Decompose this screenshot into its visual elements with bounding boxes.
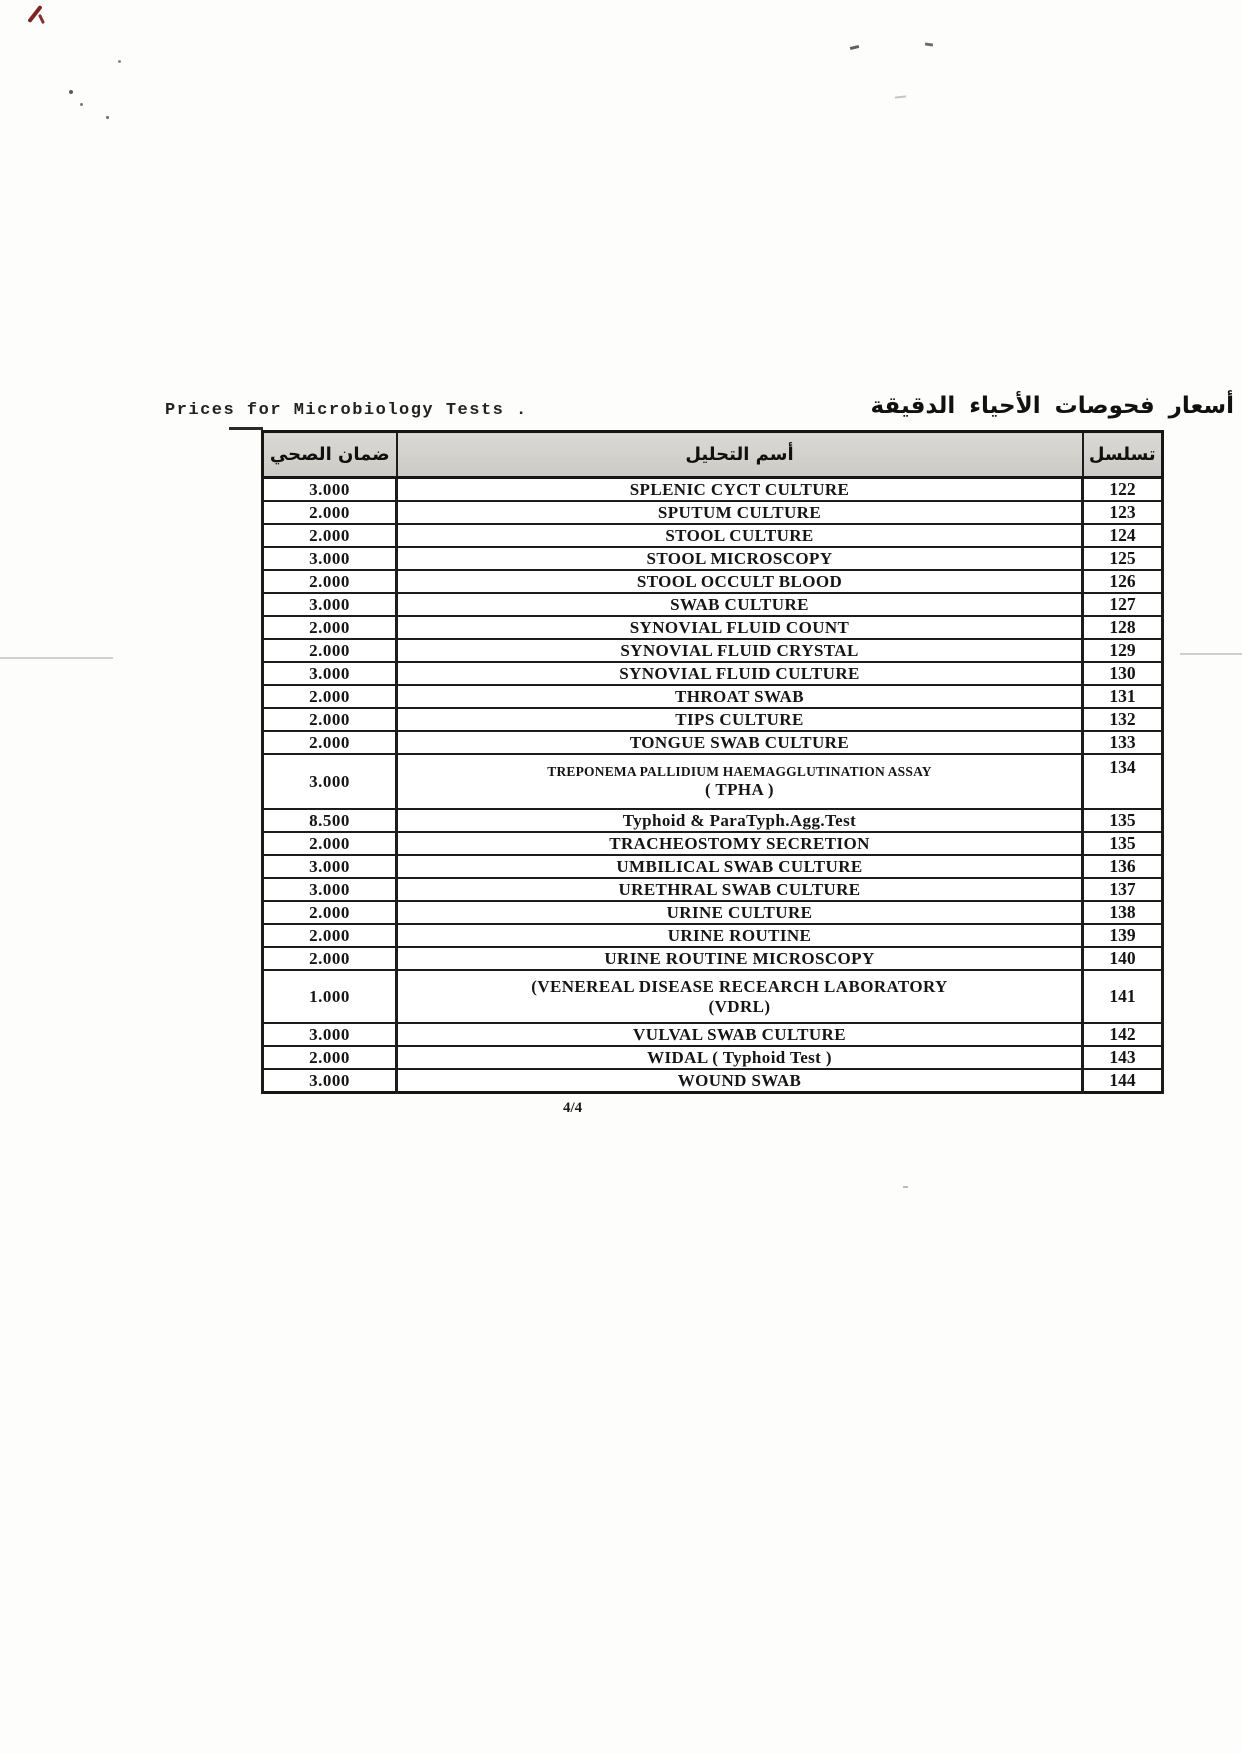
test-name-cell: [397, 478, 1083, 502]
scan-edge-line: [0, 657, 113, 659]
test-name-cell: [397, 685, 1083, 708]
scan-speck: [925, 42, 933, 46]
test-name-cell: [397, 855, 1083, 878]
test-name-cell: [397, 878, 1083, 901]
serial-cell: 124: [1083, 524, 1163, 547]
test-name-cell: [397, 809, 1083, 832]
test-name-line1: SYNOVIAL FLUID CULTURE: [619, 663, 860, 683]
test-name-line1: WIDAL ( Typhoid Test ): [647, 1047, 832, 1067]
price-cell: 8.500: [263, 809, 397, 832]
test-name-cell: [397, 501, 1083, 524]
serial-cell: 135: [1083, 809, 1163, 832]
price-cell: 2.000: [263, 501, 397, 524]
test-name-line1: UMBILICAL SWAB CULTURE: [616, 856, 863, 876]
scan-speck: [106, 116, 109, 119]
test-name-cell: [397, 593, 1083, 616]
test-name-cell: [397, 731, 1083, 754]
test-name-cell: [397, 708, 1083, 731]
scan-speck: [69, 90, 73, 94]
table-row: [263, 685, 1163, 708]
table-row: [263, 832, 1163, 855]
price-table-container: [261, 430, 1164, 1094]
page-number: 4/4: [563, 1100, 583, 1116]
price-cell: 3.000: [263, 662, 397, 685]
table-row: [263, 754, 1163, 809]
test-name-line2: ( TPHA ): [704, 779, 774, 799]
test-name-cell: [397, 1069, 1083, 1093]
table-row: [263, 731, 1163, 754]
table-row: [263, 708, 1163, 731]
price-cell: 3.000: [263, 547, 397, 570]
test-name-cell: [397, 1046, 1083, 1069]
serial-cell: 130: [1083, 662, 1163, 685]
price-cell: 2.000: [263, 1046, 397, 1069]
table-row: [263, 855, 1163, 878]
price-cell: 2.000: [263, 685, 397, 708]
serial-cell: 127: [1083, 593, 1163, 616]
test-name-line1: URETHRAL SWAB CULTURE: [618, 879, 861, 899]
serial-cell: 142: [1083, 1023, 1163, 1046]
scan-border-stub: [229, 427, 263, 430]
serial-cell: 134: [1083, 754, 1163, 809]
serial-cell: 135: [1083, 832, 1163, 855]
test-name-line1: URINE ROUTINE MICROSCOPY: [604, 948, 875, 968]
test-name-line1: TREPONEMA PALLIDIUM HAEMAGGLUTINATION ASSAY: [547, 764, 932, 780]
scan-speck: [903, 1186, 908, 1188]
serial-cell: 141: [1083, 970, 1163, 1023]
serial-cell: 125: [1083, 547, 1163, 570]
test-name-line1: WOUND SWAB: [677, 1070, 802, 1090]
price-cell: 2.000: [263, 947, 397, 970]
table-row: [263, 547, 1163, 570]
table-body: [263, 478, 1163, 1093]
test-name-line1: TRACHEOSTOMY SECRETION: [609, 833, 870, 853]
col-header-price-arabic: ضمان الصحي: [263, 432, 397, 478]
test-name-line1: STOOL CULTURE: [665, 525, 814, 545]
price-cell: 3.000: [263, 478, 397, 502]
price-cell: 3.000: [263, 878, 397, 901]
test-name-line1: SPUTUM CULTURE: [657, 502, 822, 522]
serial-cell: 131: [1083, 685, 1163, 708]
document-title-english: Prices for Microbiology Tests .: [165, 401, 528, 420]
test-name-cell: [397, 616, 1083, 639]
col-header-serial-arabic: تسلسل: [1083, 432, 1163, 478]
test-name-line1: Typhoid & ParaTyph.Agg.Test: [622, 810, 857, 830]
test-name-cell: [397, 832, 1083, 855]
price-cell: 2.000: [263, 570, 397, 593]
price-cell: 2.000: [263, 616, 397, 639]
test-name-cell: [397, 924, 1083, 947]
test-name-line2: (VDRL): [708, 996, 771, 1016]
table-header: [263, 432, 1163, 478]
microbiology-price-table: [261, 430, 1164, 1094]
serial-cell: 138: [1083, 901, 1163, 924]
test-name-cell: [397, 1023, 1083, 1046]
test-name-line1: TIPS CULTURE: [675, 709, 804, 729]
test-name-line1: SYNOVIAL FLUID COUNT: [629, 617, 850, 637]
serial-cell: 137: [1083, 878, 1163, 901]
serial-cell: 132: [1083, 708, 1163, 731]
price-cell: 3.000: [263, 593, 397, 616]
table-row: [263, 809, 1163, 832]
serial-cell: 136: [1083, 855, 1163, 878]
test-name-line1: URINE CULTURE: [666, 902, 813, 922]
price-cell: 3.000: [263, 754, 397, 809]
serial-cell: 126: [1083, 570, 1163, 593]
test-name-cell: [397, 524, 1083, 547]
serial-cell: 140: [1083, 947, 1163, 970]
price-cell: 2.000: [263, 524, 397, 547]
table-row: [263, 970, 1163, 1023]
test-name-cell: [397, 570, 1083, 593]
scan-edge-line: [1180, 653, 1242, 655]
test-name-cell: [397, 662, 1083, 685]
table-row: [263, 616, 1163, 639]
scan-speck: [80, 103, 83, 106]
price-cell: 2.000: [263, 708, 397, 731]
table-row: [263, 639, 1163, 662]
serial-cell: 122: [1083, 478, 1163, 502]
test-name-line1: (VENEREAL DISEASE RECEARCH LABORATORY: [531, 977, 948, 997]
serial-cell: 143: [1083, 1046, 1163, 1069]
table-row: [263, 1069, 1163, 1093]
table-row: [263, 878, 1163, 901]
price-cell: 2.000: [263, 924, 397, 947]
pen-mark: [27, 5, 42, 23]
table-row: [263, 924, 1163, 947]
test-name-line1: SWAB CULTURE: [670, 594, 809, 614]
scan-speck: [118, 60, 121, 63]
pen-mark: [38, 14, 45, 24]
scan-speck: [895, 95, 906, 98]
table-row: [263, 524, 1163, 547]
serial-cell: 128: [1083, 616, 1163, 639]
table-row: [263, 1023, 1163, 1046]
test-name-line1: STOOL MICROSCOPY: [646, 548, 833, 568]
serial-cell: 139: [1083, 924, 1163, 947]
test-name-cell: [397, 547, 1083, 570]
test-name-cell: [397, 970, 1083, 1023]
serial-cell: 129: [1083, 639, 1163, 662]
test-name-cell: [397, 639, 1083, 662]
price-cell: 3.000: [263, 1023, 397, 1046]
test-name-line1: TONGUE SWAB CULTURE: [629, 732, 850, 752]
col-header-test-name-arabic: أسم التحليل: [397, 432, 1083, 478]
header-row: [263, 432, 1163, 478]
table-row: [263, 501, 1163, 524]
test-name-line1: VULVAL SWAB CULTURE: [633, 1024, 846, 1044]
test-name-line1: URINE ROUTINE: [667, 925, 812, 945]
price-cell: 1.000: [263, 970, 397, 1023]
table-row: [263, 901, 1163, 924]
serial-cell: 133: [1083, 731, 1163, 754]
table-row: [263, 662, 1163, 685]
price-cell: 2.000: [263, 639, 397, 662]
test-name-cell: [397, 901, 1083, 924]
table-row: [263, 478, 1163, 502]
serial-cell: 123: [1083, 501, 1163, 524]
test-name-cell: [397, 754, 1083, 809]
price-cell: 3.000: [263, 1069, 397, 1093]
price-cell: 3.000: [263, 855, 397, 878]
test-name-line1: STOOL OCCULT BLOOD: [636, 571, 843, 591]
price-cell: 2.000: [263, 832, 397, 855]
table-row: [263, 947, 1163, 970]
table-row: [263, 570, 1163, 593]
test-name-cell: [397, 947, 1083, 970]
scan-speck: [850, 45, 859, 50]
test-name-line1: SYNOVIAL FLUID CRYSTAL: [620, 640, 859, 660]
document-title-arabic: أسعار فحوصات الأحياء الدقيقة: [870, 393, 1234, 419]
table-row: [263, 1046, 1163, 1069]
serial-cell: 144: [1083, 1069, 1163, 1093]
test-name-line1: SPLENIC CYCT CULTURE: [629, 479, 850, 499]
test-name-line1: THROAT SWAB: [675, 686, 804, 706]
price-cell: 2.000: [263, 731, 397, 754]
price-cell: 2.000: [263, 901, 397, 924]
table-row: [263, 593, 1163, 616]
